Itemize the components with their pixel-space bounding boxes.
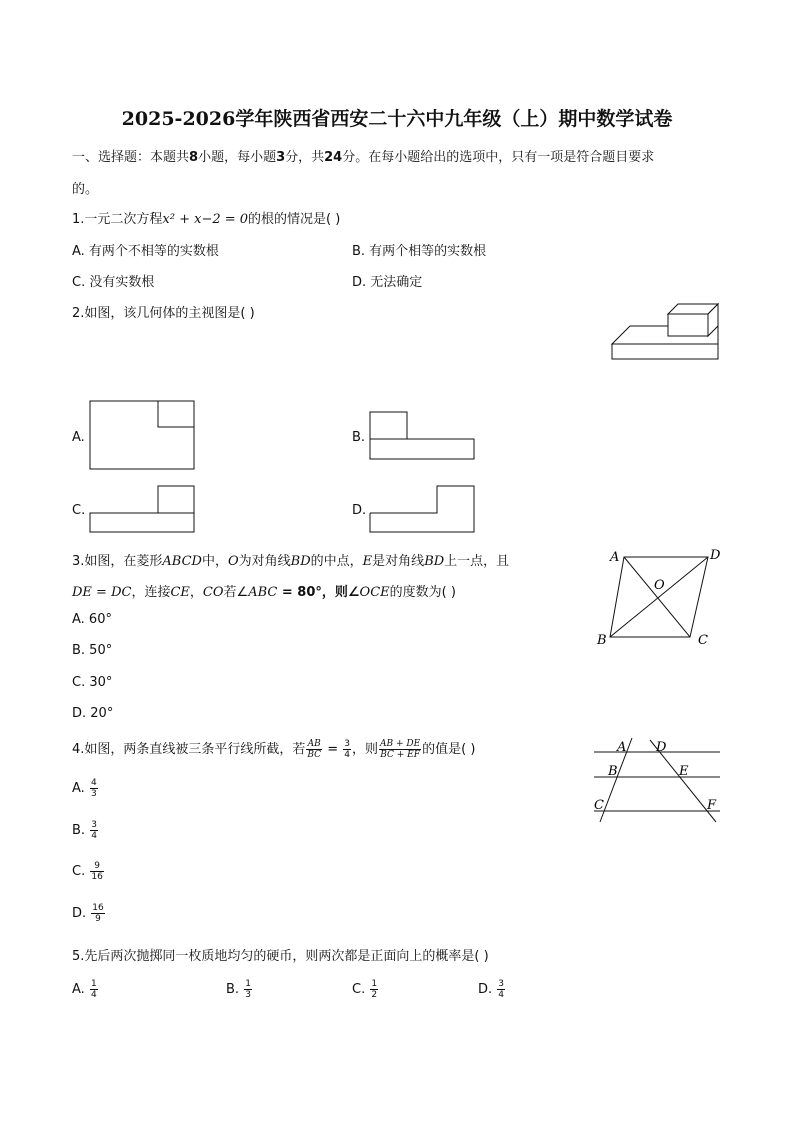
denominator: 3 — [90, 789, 97, 799]
label-d: D — [656, 740, 667, 755]
label-b: B — [608, 764, 618, 779]
option-fraction — [244, 979, 252, 1000]
q5-option-c[interactable] — [352, 979, 379, 1000]
question-text: 为对角线 — [238, 554, 291, 569]
math-expr: = 80°，则∠ — [277, 585, 360, 600]
numerator: 1 — [245, 979, 251, 989]
denominator: 3 — [245, 990, 251, 1000]
question-count: 8 — [189, 150, 199, 165]
option-fraction — [90, 979, 98, 1000]
q1-option-c[interactable]: C. 没有实数根 — [72, 275, 155, 290]
option-label: D. — [478, 982, 493, 997]
math-var: BD — [290, 554, 311, 569]
numerator: 3 — [498, 979, 505, 989]
label-o: O — [654, 578, 665, 593]
numerator: 1 — [371, 979, 378, 989]
page-title: 2025-2026学年陕西省西安二十六中九年级（上）期中数学试卷 — [121, 108, 673, 130]
denominator: 2 — [371, 990, 378, 1000]
denominator: 16 — [91, 872, 103, 882]
section-text: 分。在每小题给出的选项中，只有一项是符合题目要求 — [342, 150, 655, 165]
section-text: 小题，每小题 — [198, 150, 277, 165]
q3-option-c[interactable]: C. 30° — [72, 675, 113, 690]
denominator: 4 — [344, 750, 350, 760]
option-label: C. — [72, 864, 86, 879]
option-label: D. — [72, 906, 87, 921]
question-5-stem: 5.先后两次抛掷同一枚质地均匀的硬币，则两次都是正面向上的概率是( ) — [72, 949, 489, 964]
numerator: AB — [307, 739, 321, 749]
denominator: 9 — [95, 914, 101, 924]
math-var: CO — [202, 585, 224, 600]
points-each: 3 — [276, 150, 286, 165]
denominator: 4 — [91, 831, 97, 841]
denominator: BC — [307, 750, 322, 760]
numerator: 3 — [91, 820, 97, 830]
question-text: 的度数为( ) — [389, 585, 456, 600]
math-var: BD — [424, 554, 445, 569]
q5-option-d[interactable] — [478, 979, 506, 1000]
transversal-abc — [600, 738, 632, 822]
label-d: D — [710, 548, 721, 563]
equation: x² + x−2 = 0 — [162, 212, 249, 227]
question-text: 中， — [201, 554, 228, 569]
q2-option-c-label[interactable]: C. — [72, 503, 86, 518]
numerator: 4 — [90, 778, 97, 788]
question-text: 的根的情况是( ) — [248, 212, 341, 227]
question-text: ， — [189, 585, 203, 600]
option-label: A. — [72, 982, 85, 997]
question-text: 上一点，且 — [444, 554, 510, 569]
label-c: C — [698, 633, 708, 648]
q3-option-d[interactable]: D. 20° — [72, 706, 114, 721]
math-var: OCE — [359, 585, 390, 600]
q5-option-a[interactable] — [72, 979, 99, 1000]
math-var: E — [362, 554, 373, 569]
q1-option-a[interactable]: A. 有两个不相等的实数根 — [72, 244, 219, 259]
math-var: CE — [170, 585, 190, 600]
math-var: ABCD — [162, 554, 202, 569]
math-var: ABC — [248, 585, 278, 600]
q2-option-d-label[interactable]: D. — [352, 503, 367, 518]
option-label: A. — [72, 781, 85, 796]
question-text: 3.如图，在菱形 — [72, 554, 163, 569]
question-text: 的值是( ) — [422, 742, 476, 757]
points-total: 24 — [324, 150, 343, 165]
section-text: 分，共 — [285, 150, 325, 165]
q5-option-b[interactable] — [226, 979, 253, 1000]
section-text: 一、选择题：本题共 — [72, 150, 190, 165]
label-c: C — [594, 798, 604, 813]
q1-option-b[interactable]: B. 有两个相等的实数根 — [352, 244, 487, 259]
label-a: A — [617, 740, 627, 755]
option-fraction — [370, 979, 378, 1000]
label-f: F — [707, 798, 717, 813]
denominator: 4 — [90, 990, 97, 1000]
option-label: C. — [352, 982, 366, 997]
question-text: 4.如图，两条直线被三条平行线所截，若 — [72, 742, 306, 757]
option-fraction — [497, 979, 505, 1000]
q2-option-a-label[interactable]: A. — [72, 430, 85, 445]
label-b: B — [597, 633, 607, 648]
denominator: 4 — [498, 990, 505, 1000]
question-text: 1.一元二次方程 — [72, 212, 163, 227]
label-a: A — [610, 550, 620, 565]
q2-option-b-label[interactable]: B. — [352, 430, 366, 445]
numerator: AB + DE — [380, 739, 421, 749]
section-instructions-line2: 的。 — [72, 182, 99, 197]
question-text: 是对角线 — [372, 554, 425, 569]
numerator: 3 — [344, 739, 350, 749]
numerator: 16 — [92, 903, 104, 913]
question-text: 的中点， — [310, 554, 363, 569]
question-text: ，连接 — [131, 585, 171, 600]
numerator: 9 — [90, 861, 103, 872]
question-text: 若∠ — [223, 585, 249, 600]
question-text: = — [323, 742, 343, 757]
numerator: 1 — [90, 979, 97, 989]
math-expr: DE = DC — [72, 585, 132, 600]
question-2-stem: 2.如图，该几何体的主视图是( ) — [72, 306, 255, 321]
question-text: ，则 — [351, 742, 378, 757]
option-label: B. — [72, 823, 86, 838]
q3-option-b[interactable]: B. 50° — [72, 643, 113, 658]
math-var: O — [227, 554, 239, 569]
label-e: E — [679, 764, 689, 779]
denominator: BC + EF — [380, 750, 420, 760]
q1-option-d[interactable]: D. 无法确定 — [352, 275, 423, 290]
q3-option-a[interactable]: A. 60° — [72, 612, 112, 627]
option-label: B. — [226, 982, 240, 997]
